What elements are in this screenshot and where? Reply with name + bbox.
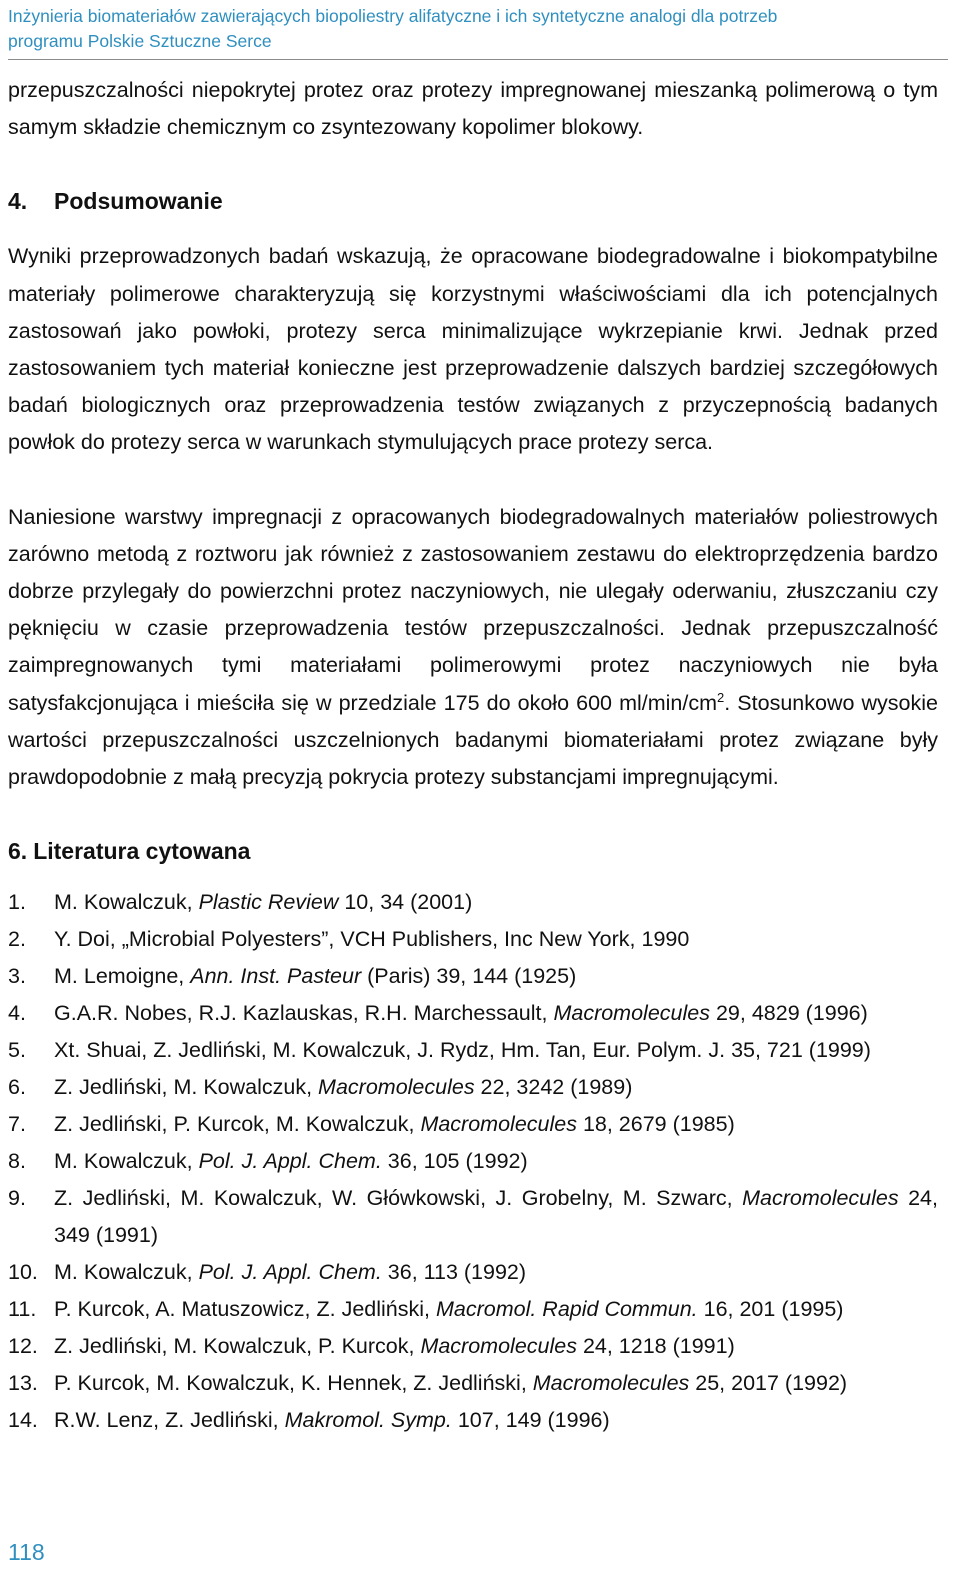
reference-text	[54, 995, 938, 1032]
running-header	[8, 4, 948, 60]
reference-list	[8, 884, 938, 1439]
section-number: 6.	[8, 838, 28, 865]
reference-text	[54, 1328, 938, 1365]
reference-text	[54, 1069, 938, 1106]
reference-number: 8.	[8, 1149, 26, 1174]
summary-paragraph-2-text-end: . Stosunkowo wysokie wartości przepuszczalności uszczelnionych badanymi biomateriałami protez związane były prawdopodobnie z małą precyzją pokrycia protezy substancjami impregnującymi.	[8, 690, 938, 790]
reference-text	[54, 1365, 938, 1402]
superscript: 2	[717, 689, 725, 705]
reference-item	[8, 1328, 938, 1365]
reference-number: 12.	[8, 1334, 38, 1359]
reference-authors: P. Kurcok, M. Kowalczuk, K. Hennek, Z. Jedliński,	[54, 1371, 533, 1396]
reference-journal: Pol. J. Appl. Chem.	[198, 1149, 382, 1174]
reference-text	[54, 1180, 938, 1254]
section-number: 4.	[8, 188, 28, 215]
reference-journal: Macromolecules	[420, 1112, 577, 1137]
reference-text	[54, 921, 938, 958]
reference-number: 4.	[8, 1001, 26, 1026]
reference-text	[54, 1291, 938, 1328]
reference-number: 11.	[8, 1297, 37, 1322]
reference-details: 36, 113 (1992)	[381, 1260, 527, 1285]
reference-details: 10, 34 (2001)	[338, 890, 473, 915]
reference-journal: Pol. J. Appl. Chem.	[198, 1260, 382, 1285]
reference-details: (Paris) 39, 144 (1925)	[361, 964, 577, 989]
reference-item	[8, 1365, 938, 1402]
reference-item	[8, 1291, 938, 1328]
page-number: 118	[8, 1539, 45, 1565]
reference-number: 3.	[8, 964, 26, 989]
reference-authors: M. Lemoigne,	[54, 964, 191, 989]
reference-journal: Macromolecules	[420, 1334, 577, 1359]
section-title: Podsumowanie	[54, 188, 223, 215]
reference-number: 9.	[8, 1186, 26, 1211]
reference-details: 22, 3242 (1989)	[474, 1075, 633, 1100]
reference-details: 25, 2017 (1992)	[689, 1371, 848, 1396]
reference-item	[8, 958, 938, 995]
reference-authors: P. Kurcok, A. Matuszowicz, Z. Jedliński,	[54, 1297, 436, 1322]
reference-details: 18, 2679 (1985)	[576, 1112, 735, 1137]
summary-paragraph-2-text: Naniesione warstwy impregnacji z opracowanych biodegradowalnych materiałów poliestrowych zarówno metodą z roztworu jak również z zastosowaniem zestawu do elektroprzędzenia bardzo dobrze przylegały do powierzchni protez naczyniowych, nie ulegały oderwaniu, złuszczaniu czy pęknięciu w czasie przeprowadzenia testów przepuszczalności. Jednak przepuszczalność zaimpregnowanych tymi materiałami polimerowymi protez naczyniowych nie była satysfakcjonująca i mieściła się w przedziale 175 do około 600 ml/min/cm	[8, 504, 938, 715]
reference-authors: Z. Jedliński, M. Kowalczuk,	[54, 1075, 319, 1100]
reference-authors: G.A.R. Nobes, R.J. Kazlauskas, R.H. Marchessault,	[54, 1001, 554, 1026]
reference-item	[8, 995, 938, 1032]
reference-journal: Macromolecules	[318, 1075, 475, 1100]
reference-authors: M. Kowalczuk,	[54, 1260, 199, 1285]
reference-authors: Xt. Shuai, Z. Jedliński, M. Kowalczuk, J. Rydz, Hm. Tan, Eur. Polym. J. 35, 721 (1999)	[54, 1038, 871, 1063]
reference-journal: Plastic Review	[198, 890, 339, 915]
intro-paragraph: przepuszczalności niepokrytej protez oraz protezy impregnowanej mieszanką polimerową o tym samym składzie chemicznym co zsyntezowany kopolimer blokowy.	[8, 78, 938, 140]
reference-text	[54, 958, 938, 995]
reference-number: 7.	[8, 1112, 26, 1137]
reference-journal: Macromolecules	[553, 1001, 710, 1026]
reference-authors: Y. Doi, „Microbial Polyesters”, VCH Publishers, Inc New York, 1990	[54, 927, 690, 952]
reference-authors: Z. Jedliński, M. Kowalczuk, W. Główkowski, J. Grobelny, M. Szwarc,	[54, 1186, 743, 1211]
reference-item	[8, 1143, 938, 1180]
reference-authors: Z. Jedliński, M. Kowalczuk, P. Kurcok,	[54, 1334, 421, 1359]
reference-journal: Makromol. Symp.	[284, 1408, 452, 1433]
reference-item	[8, 1032, 938, 1069]
reference-authors: M. Kowalczuk,	[54, 1149, 199, 1174]
reference-details: 29, 4829 (1996)	[709, 1001, 868, 1026]
reference-authors: Z. Jedliński, P. Kurcok, M. Kowalczuk,	[54, 1112, 421, 1137]
reference-item	[8, 1069, 938, 1106]
reference-text	[54, 1032, 938, 1069]
reference-number: 5.	[8, 1038, 26, 1063]
reference-text	[54, 1402, 938, 1439]
reference-item	[8, 1402, 938, 1439]
summary-paragraph-2	[8, 499, 938, 797]
reference-text	[54, 884, 938, 921]
reference-number: 13.	[8, 1371, 38, 1396]
header-title-line-1: Inżynieria biomateriałów zawierających biopoliestry alifatyczne i ich syntetyczne analogi dla potrzeb	[8, 6, 778, 26]
reference-journal: Macromol. Rapid Commun.	[435, 1297, 698, 1322]
reference-item	[8, 1106, 938, 1143]
section-heading-summary	[8, 183, 938, 220]
page-body	[8, 72, 938, 1439]
reference-number: 2.	[8, 927, 26, 952]
reference-number: 14.	[8, 1408, 38, 1433]
reference-number: 10.	[8, 1260, 38, 1285]
reference-number: 6.	[8, 1075, 26, 1100]
reference-journal: Macromolecules	[742, 1186, 899, 1211]
reference-item	[8, 1180, 938, 1254]
reference-item	[8, 1254, 938, 1291]
reference-details: 24, 349 (1991)	[54, 1186, 938, 1248]
reference-details: 107, 149 (1996)	[451, 1408, 610, 1433]
reference-details: 24, 1218 (1991)	[576, 1334, 735, 1359]
reference-authors: R.W. Lenz, Z. Jedliński,	[54, 1408, 285, 1433]
section-title: Literatura cytowana	[33, 838, 251, 865]
reference-details: 36, 105 (1992)	[381, 1149, 528, 1174]
reference-number: 1.	[8, 890, 26, 915]
reference-text	[54, 1143, 938, 1180]
reference-item	[8, 884, 938, 921]
summary-paragraph-1: Wyniki przeprowadzonych badań wskazują, że opracowane biodegradowalne i biokompatybilne materiały polimerowe charakteryzują się korzystnymi właściwościami dla ich potencjalnych zastosowań jako powłoki, protezy serca minimalizujące wykrzepianie krwi. Jednak przed zastosowaniem tych materiał konieczne jest przeprowadzenie dalszych bardziej szczegółowych badań biologicznych oraz przeprowadzenia testów związanych z przyczepnością badanych powłok do protezy serca w warunkach stymulujących prace protezy serca.	[8, 244, 938, 455]
header-title-line-2: programu Polskie Sztuczne Serce	[8, 31, 272, 51]
reference-journal: Ann. Inst. Pasteur	[190, 964, 362, 989]
reference-details: 16, 201 (1995)	[697, 1297, 844, 1322]
section-heading-references	[8, 833, 938, 870]
reference-text	[54, 1254, 938, 1291]
reference-item	[8, 921, 938, 958]
reference-journal: Macromolecules	[532, 1371, 690, 1396]
reference-authors: M. Kowalczuk,	[54, 890, 199, 915]
reference-text	[54, 1106, 938, 1143]
